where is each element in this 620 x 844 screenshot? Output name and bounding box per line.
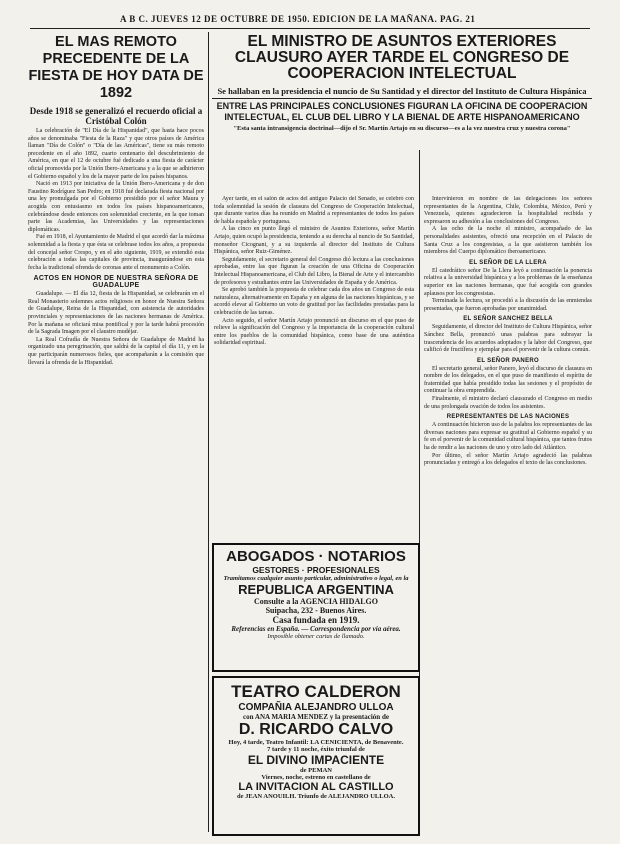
ad-theatre-play: EL DIVINO IMPACIENTE bbox=[247, 753, 385, 767]
main-paragraph: Finalmente, el ministro declaró clausurado el Congreso en medio de una prolongada ovación de todos los asistentes. bbox=[424, 396, 592, 410]
main-paragraph: A las ocho de la noche el ministro, acompañado de las personalidades asistentes, ofreció una recepción en el Palacio de Santa Cruz a los congresistas, a la que asistieron también los miembros del Cuerpo diplomático iberoamericano. bbox=[424, 226, 592, 256]
ad-theatre-title: TEATRO CALDERON bbox=[231, 682, 401, 701]
section-heading: EL SEÑOR DE LA LLERA bbox=[469, 259, 547, 266]
main-article-subhead: ENTRE LAS PRINCIPALES CONCLUSIONES FIGURAN LA OFICINA DE COOPERACION INTELECTUAL, EL CLUB DEL LIBRO Y LA BIENAL DE ARTE HISPANOAMERICANO bbox=[216, 101, 588, 122]
column-rule-1 bbox=[208, 32, 209, 832]
ad-lawyers-line3: Tramitamos cualquier asunto particular, administrativo o legal, en la bbox=[223, 575, 409, 582]
ad-theatre-line5: Hoy, 4 tarde, Teatro Infantil: LA CENICIENTA, de Benavente. bbox=[228, 739, 404, 746]
left-section-paragraph: Guadalupe. — El día 12, fiesta de la Hispanidad, se celebrarán en el Real Monasterio solemnes actos religiosos en honor de Nuestra Señora de Guadalupe, Reina de la Hispanidad, con asistencia de autoridades provinciales y representaciones de las naciones hermanas de América. Por la mañana se oficiará misa pontifical y por la tarde habrá procesión de la Sagrada Imagen por el claustro mudéjar. bbox=[28, 291, 204, 336]
header-rule bbox=[30, 28, 590, 29]
left-paragraph: Fué en 1918, el Ayuntamiento de Madrid el que acordó dar la máxima solemnidad a la fiesta y que ésta se celebrase todos los años, a propuesta del concejal señor Crespo, y en el año siguiente, 1919, se extendió esta celebración a todas las capitales de provincia, inaugurándose en esta fecha la tradicional ofrenda de coronas ante el monumento a Colón. bbox=[28, 234, 204, 271]
advertisement-lawyers bbox=[212, 543, 420, 672]
ad-theatre-line11: de JEAN ANOUILH. Triunfo de ALEJANDRO ULLOA. bbox=[237, 793, 395, 800]
advertisement-theatre bbox=[212, 676, 420, 836]
main-article-head bbox=[212, 34, 592, 194]
main-article-subtitle: Se hallaban en la presidencia el nuncio de Su Santidad y el director del Instituto de Cultura Hispánica bbox=[217, 86, 587, 96]
ad-lawyers-title: ABOGADOS · NOTARIOS bbox=[226, 548, 406, 565]
main-paragraph: A las cinco en punto llegó el ministro de Asuntos Exteriores, señor Martín Artajo, quien ocupó la presidencia, teniendo a su derecha al nuncio de Su Santidad, monseñor Cicognani, y a su izquierda al director del Instituto de Cultura Hispánica, señor Ruiz-Giménez. bbox=[214, 226, 414, 256]
left-article-title: EL MAS REMOTO PRECEDENTE DE LA FIESTA DE HOY DATA DE 1892 bbox=[28, 34, 204, 101]
left-section-title: ACTOS EN HONOR DE NUESTRA SEÑORA DE GUADALUPE bbox=[33, 275, 199, 290]
ad-theatre-with: con ANA MARIA MENDEZ y la presentación de bbox=[243, 713, 389, 721]
ad-lawyers-line7: Casa fundada en 1919. bbox=[272, 615, 360, 625]
ad-lawyers-line6: Suipacha, 232 - Buenos Aires. bbox=[265, 606, 367, 615]
section-heading: EL SEÑOR PANERO bbox=[477, 357, 539, 364]
main-paragraph: Por último, el señor Martín Artajo agradeció las palabras pronunciadas y entregó a los delegados el texto de las conclusiones. bbox=[424, 452, 592, 467]
main-paragraph: Intervinieron en nombre de las delegaciones los señores representantes de la Argentina, Chile, Colombia, México, Perú y Venezuela, quienes agradecieron la hospitalidad recibida y expresaron su adhesión a las conclusiones del Congreso. bbox=[424, 196, 592, 225]
left-article-subtitle: Desde 1918 se generalizó el recuerdo oficial a Cristóbal Colón bbox=[29, 106, 203, 126]
section-heading: EL SEÑOR SANCHEZ BELLA bbox=[463, 316, 553, 323]
section-heading: REPRESENTANTES DE LAS NACIONES bbox=[446, 414, 570, 421]
ad-theatre-play2: LA INVITACION AL CASTILLO bbox=[238, 781, 394, 793]
ad-theatre-line8: de PEMAN bbox=[300, 767, 332, 774]
main-paragraph: Se aprobó también la propuesta de celebrar cada dos años un Congreso de esta naturaleza, alternativamente en España y en alguna de las naciones hispánicas, y se acordó elevar al Gobierno un voto de gratitud por las facilidades prestadas para la celebración de las tareas. bbox=[214, 287, 414, 316]
main-paragraph: Seguidamente, el director del Instituto de Cultura Hispánica, señor Sánchez Bella, pronunció unas palabras para subrayar la trascendencia de los acuerdos adoptados y la labor del Congreso, que calificó de fructífera y ejemplar para el porvenir de la cultura común. bbox=[424, 324, 592, 354]
page-header: A B C. JUEVES 12 DE OCTUBRE DE 1950. EDICION DE LA MAÑANA. PAG. 21 bbox=[120, 14, 476, 24]
ad-theatre-actor: D. RICARDO CALVO bbox=[238, 721, 394, 738]
ad-theatre-line9: Viernes, noche, estreno en castellano de bbox=[261, 774, 371, 781]
ad-lawyers-country: REPUBLICA ARGENTINA bbox=[238, 582, 394, 597]
left-paragraph: La celebración de "El Día de la Hispanidad", que hasta hace pocos años se denominaba "Fiesta de la Raza" y que otros países de América llaman "Día de Colón" o "Día de las Américas", tiene su más remoto precedente en el año 1892, cuarto centenario del descubrimiento de América, en que el 12 de octubre fué dedicado a una fiesta de carácter oficial promovida por la Unión Ibero-Americana y a la que se adhirieron el Gobierno español y los de la mayor parte de los países hispanos. bbox=[28, 128, 204, 180]
main-paragraph: El catedrático señor De la Llera leyó a continuación la ponencia relativa a la universidad hispánica y a los problemas de la enseñanza superior en las naciones hermanas, que fué acogida con grandes aplausos por los congresistas. bbox=[424, 267, 592, 297]
ad-theatre-line6: 7 tarde y 11 noche, éxito triunfal de bbox=[267, 746, 365, 753]
main-article-title: EL MINISTRO DE ASUNTOS EXTERIORES CLAUSURO AYER TARDE EL CONGRESO DE COOPERACION INTELECTUAL bbox=[234, 34, 570, 82]
main-paragraph: Terminada la lectura, se procedió a la discusión de las enmiendas presentadas, que fueron aprobadas por unanimidad. bbox=[424, 298, 592, 312]
left-section-paragraph: La Real Cofradía de Nuestra Señora de Guadalupe de Madrid ha organizado una peregrinación, que saldrá de la capital el día 11, y en la que participarán numerosos fieles, que acompañarán a la comisión que llevará la ofrenda de la Hispanidad. bbox=[28, 336, 204, 366]
main-column-2 bbox=[424, 196, 592, 832]
ad-lawyers-line2: GESTORES · PROFESIONALES bbox=[252, 565, 380, 575]
subhead-rule bbox=[212, 98, 592, 99]
left-article bbox=[28, 34, 204, 834]
main-paragraph: A continuación hicieron uso de la palabra los representantes de las diversas naciones para expresar su gratitud al Gobierno español y su fe en el porvenir de la comunidad cultural hispánica, que tantos frutos ha de rendir a las naciones de uno y otro lado del Atlántico. bbox=[424, 422, 592, 452]
left-paragraph: Nació en 1913 por iniciativa de la Unión Ibero-Americana y de don Faustino Rodríguez San Pedro; en 1918 fué declarada fiesta nacional por una ley promulgada por el Gobierno presidido por el señor Maura y acogida con entusiasmo en todos los países hispanoamericanos, celebrándose desde entonces con solemnidad creciente, en la que toman parte las Academias, las Universidades y las representaciones diplomáticas. bbox=[28, 181, 204, 233]
main-article-quote: "Esta santa intransigencia doctrinal—dijo el Sr. Martín Artajo en su discurso—es a la vez nuestra cruz y nuestra corona" bbox=[233, 125, 571, 132]
main-column-1 bbox=[214, 196, 414, 536]
ad-theatre-company: COMPAÑIA ALEJANDRO ULLOA bbox=[238, 702, 394, 713]
main-paragraph: Seguidamente, el secretario general del Congreso dió lectura a las conclusiones aprobadas, entre las que figuran la creación de una Oficina de Cooperación Intelectual Hispanoamericana, el Club del Libro, la Bienal de Arte y el intercambio de profesores y estudiantes entre las Universidades de España y de América. bbox=[214, 256, 414, 286]
main-paragraph: Acto seguido, el señor Martín Artajo pronunció un discurso en el que puso de relieve la significación del Congreso y la importancia de la cooperación cultural entre los pueblos de la comunidad hispánica, como base de una auténtica solidaridad espiritual. bbox=[214, 317, 414, 347]
ad-lawyers-line5: Consulte a la AGENCIA HIDALGO bbox=[253, 597, 379, 606]
ad-lawyers-line9: Imposible obtener cartas de llamado. bbox=[267, 633, 365, 640]
main-paragraph: El secretario general, señor Panero, leyó el discurso de clausura en nombre de los delegados, en el que puso de manifiesto el espíritu de fraternidad que había presidido todas las sesiones y el propósito de continuar la obra emprendida. bbox=[424, 365, 592, 395]
ad-lawyers-line8: Referencias en España. — Correspondencia por vía aérea. bbox=[231, 625, 401, 633]
main-paragraph: Ayer tarde, en el salón de actos del antiguo Palacio del Senado, se celebró con toda solemnidad la sesión de clausura del Congreso de Cooperación Intelectual, que durante varios días ha reunido en Madrid a representantes de todos los países de habla española y portuguesa. bbox=[214, 196, 414, 225]
